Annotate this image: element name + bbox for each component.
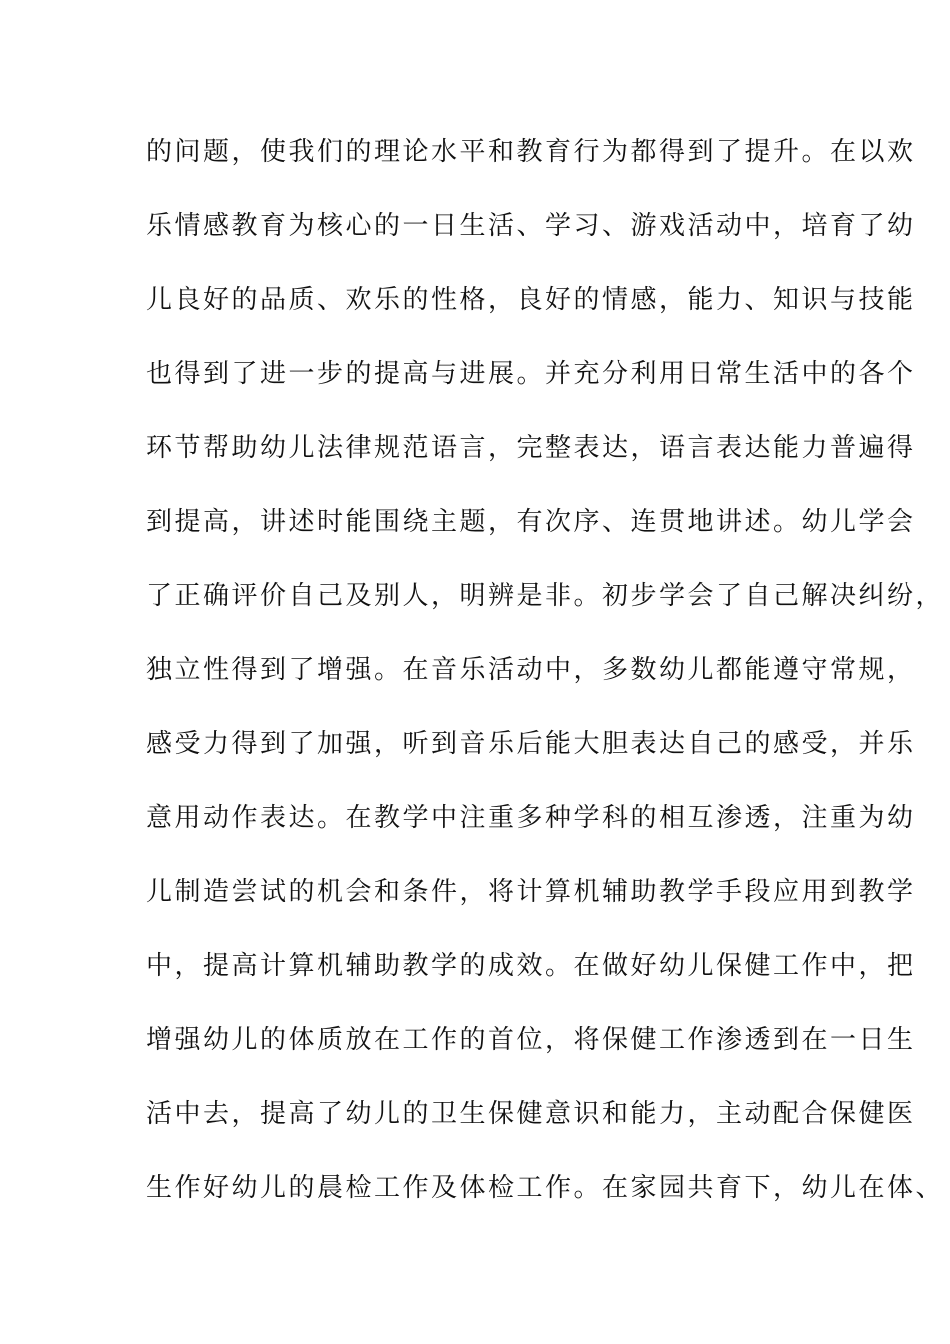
text-line: 感受力得到了加强，听到音乐后能大胆表达自己的感受，并乐 (146, 729, 916, 759)
text-line: 意用动作表达。在教学中注重多种学科的相互渗透，注重为幼 (146, 803, 916, 833)
text-line: 活中去，提高了幼儿的卫生保健意识和能力，主动配合保健医 (146, 1099, 916, 1129)
text-line: 到提高，讲述时能围绕主题，有次序、连贯地讲述。幼儿学会 (146, 507, 916, 537)
text-line: 生作好幼儿的晨检工作及体检工作。在家园共育下，幼儿在体、 (146, 1173, 945, 1203)
text-line: 乐情感教育为核心的一日生活、学习、游戏活动中，培育了幼 (146, 211, 916, 241)
text-line: 儿制造尝试的机会和条件，将计算机辅助教学手段应用到教学 (146, 877, 916, 907)
text-line: 环节帮助幼儿法律规范语言，完整表达，语言表达能力普遍得 (146, 433, 916, 463)
text-line: 儿良好的品质、欢乐的性格，良好的情感，能力、知识与技能 (146, 285, 916, 315)
text-line: 中，提高计算机辅助教学的成效。在做好幼儿保健工作中，把 (146, 951, 916, 981)
text-line: 的问题，使我们的理论水平和教育行为都得到了提升。在以欢 (146, 137, 916, 167)
text-line: 也得到了进一步的提高与进展。并充分利用日常生活中的各个 (146, 359, 916, 389)
text-line: 增强幼儿的体质放在工作的首位，将保健工作渗透到在一日生 (146, 1025, 916, 1055)
body-paragraph (146, 131, 945, 1241)
text-line: 独立性得到了增强。在音乐活动中，多数幼儿都能遵守常规， (146, 655, 916, 685)
text-line: 了正确评价自己及别人，明辨是非。初步学会了自己解决纠纷， (146, 581, 945, 611)
